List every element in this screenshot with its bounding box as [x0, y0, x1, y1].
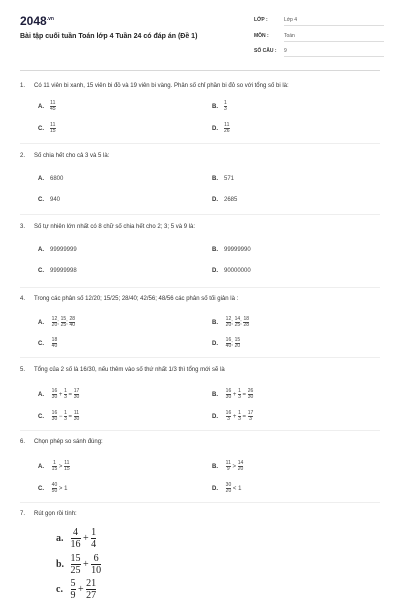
- option-c[interactable]: C. $\frac{11}{15}$: [38, 122, 56, 134]
- question-text: 6. Chọn phép so sánh đúng:: [20, 439, 103, 445]
- divider: [20, 357, 380, 358]
- option-b[interactable]: B. $\frac{1}{3}$: [212, 100, 227, 112]
- option-b[interactable]: B. $\frac{16}{30}$ + $\frac{1}{3}$ = $\frac{26}{30}$: [212, 388, 254, 400]
- option-b[interactable]: B. 571: [212, 176, 235, 182]
- question-text: 4. Trong các phân số 12/20; 15/25; 28/40; 42/56; 48/56 các phân số tối giản là :: [20, 296, 239, 302]
- divider: [20, 430, 380, 431]
- option-b[interactable]: B. 99999990: [212, 247, 251, 253]
- worksheet-header: $2048^{.vn}$ Bài tập cuối tuần Toán lớp 4 Tuần 24 có đáp án (Đề 1) LỚP : Lớp 4 MÔN : Toán SỐ CÂU : 9: [0, 0, 400, 70]
- divider: [20, 143, 380, 144]
- option-d[interactable]: D. 2685: [212, 197, 238, 203]
- option-a[interactable]: A. 6800: [38, 176, 64, 182]
- question-text: 1. Có 11 viên bi xanh, 15 viên bi đỏ và 19 viên bi vàng. Phân số chỉ phần bi đỏ so với tổng số bi là:: [20, 83, 289, 89]
- divider: [20, 287, 380, 288]
- exercise-b: b. $\frac{15}{25}$ + $\frac{6}{10}$: [56, 553, 102, 576]
- option-a[interactable]: A. $\frac{1}{15}$ > $\frac{11}{15}$: [38, 460, 70, 472]
- question-text: 7. Rút gọn rồi tính:: [20, 511, 77, 517]
- option-a[interactable]: A. 99999999: [38, 247, 77, 253]
- option-d[interactable]: D. $\frac{30}{20}$ < 1: [212, 482, 242, 494]
- option-a[interactable]: A. $\frac{11}{45}$: [38, 100, 56, 112]
- option-d[interactable]: D. $\frac{16}{40}$ ; $\frac{15}{20}$: [212, 337, 241, 349]
- option-c[interactable]: C. $\frac{18}{40}$: [38, 337, 58, 349]
- option-d[interactable]: D. $\frac{16}{3}$ + $\frac{1}{3}$ = $\frac{17}{3}$: [212, 410, 254, 422]
- exercise-a: a. $\frac{4}{16}$ + $\frac{1}{4}$: [56, 527, 97, 550]
- option-c[interactable]: C. 940: [38, 197, 61, 203]
- option-c[interactable]: C. $\frac{40}{50}$ > 1: [38, 482, 68, 494]
- option-d[interactable]: D. $\frac{11}{26}$: [212, 122, 230, 134]
- option-c[interactable]: C. 99999998: [38, 268, 77, 274]
- divider: [20, 214, 380, 215]
- header-divider: [20, 70, 380, 71]
- option-d[interactable]: D. 90000000: [212, 268, 251, 274]
- option-c[interactable]: C. $\frac{16}{30}$ − $\frac{1}{3}$ = $\frac{11}{30}$: [38, 410, 80, 422]
- question-text: 3. Số tự nhiên lớn nhất có 8 chữ số chia hết cho 2; 3; 5 và 9 là:: [20, 224, 196, 230]
- option-b[interactable]: B. $\frac{12}{20}$ ; $\frac{14}{25}$ ; $\frac{18}{28}$: [212, 316, 250, 328]
- site-logo[interactable]: $2048^{.vn}$: [20, 14, 54, 28]
- option-a[interactable]: A. $\frac{16}{30}$ + $\frac{1}{3}$ = $\frac{17}{30}$: [38, 388, 80, 400]
- option-b[interactable]: B. $\frac{11}{9}$ > $\frac{14}{20}$: [212, 460, 244, 472]
- worksheet-title: Bài tập cuối tuần Toán lớp 4 Tuần 24 có đáp án (Đề 1): [20, 33, 198, 40]
- divider: [20, 502, 380, 503]
- exercise-c: c. $\frac{5}{9}$ + $\frac{21}{27}$: [56, 578, 97, 601]
- option-a[interactable]: A. $\frac{12}{20}$ ; $\frac{15}{25}$ ; $\frac{28}{40}$: [38, 316, 76, 328]
- question-text: 5. Tổng của 2 số là 16/30, nếu thêm vào số thứ nhất 1/3 thì tổng mới sẽ là: [20, 367, 225, 373]
- question-text: 2. Số chia hết cho cả 3 và 5 là:: [20, 153, 110, 159]
